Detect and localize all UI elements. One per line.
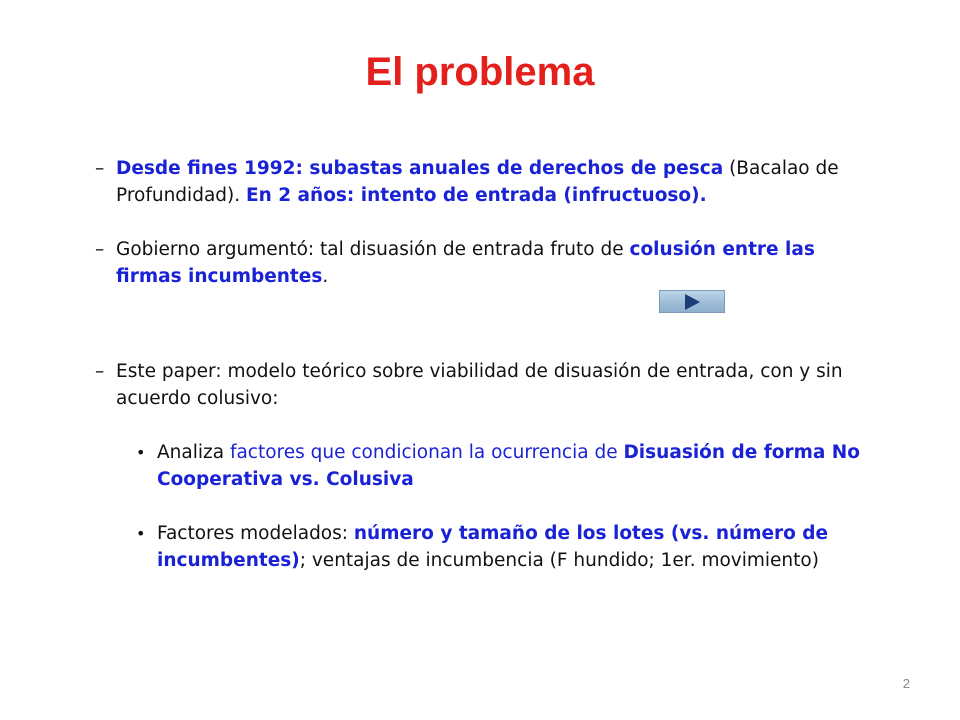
text-segment: factores que condicionan la ocurrencia de [229,442,624,463]
next-slide-button[interactable] [659,290,725,313]
bullet-marker: • [136,443,146,462]
play-icon [685,294,700,310]
sub-bullet-factors [95,520,885,574]
text-segment: En 2 años: intento de entrada (infructuoso). [246,185,707,206]
dash-marker: – [95,361,105,382]
bullet-paper [95,358,885,412]
text-segment: Factores modelados: [157,523,354,544]
text-segment: (Bacalao de Profundidad). [116,158,839,206]
bullet-auctions [95,155,885,209]
text-segment: Gobierno argumentó: tal disuasión de entrada fruto de [116,239,630,260]
text-segment: número y tamaño de los lotes (vs. número de incumbentes) [157,523,829,571]
text-segment: Analiza [157,442,230,463]
text-segment: colusión entre las firmas incumbentes [116,239,815,287]
text-segment: Disuasión de forma No Cooperativa vs. Colusiva [157,442,860,490]
sub-bullet-analyzes [95,439,885,493]
dash-marker: – [95,239,105,260]
slide-title: El problema [365,50,595,94]
bullet-marker: • [136,524,146,543]
text-segment: Desde fines 1992: subastas anuales de derechos de pesca [116,158,724,179]
text-segment: . [322,266,329,287]
bullet-government [95,236,885,290]
text-segment: Este paper: modelo teórico sobre viabilidad de disuasión de entrada, con y sin acuerdo colusivo: [116,361,843,409]
page-number: 2 [902,676,910,691]
slide-content [95,155,885,574]
text-segment: ; ventajas de incumbencia (F hundido; 1er. movimiento) [299,550,819,571]
dash-marker: – [95,158,105,179]
